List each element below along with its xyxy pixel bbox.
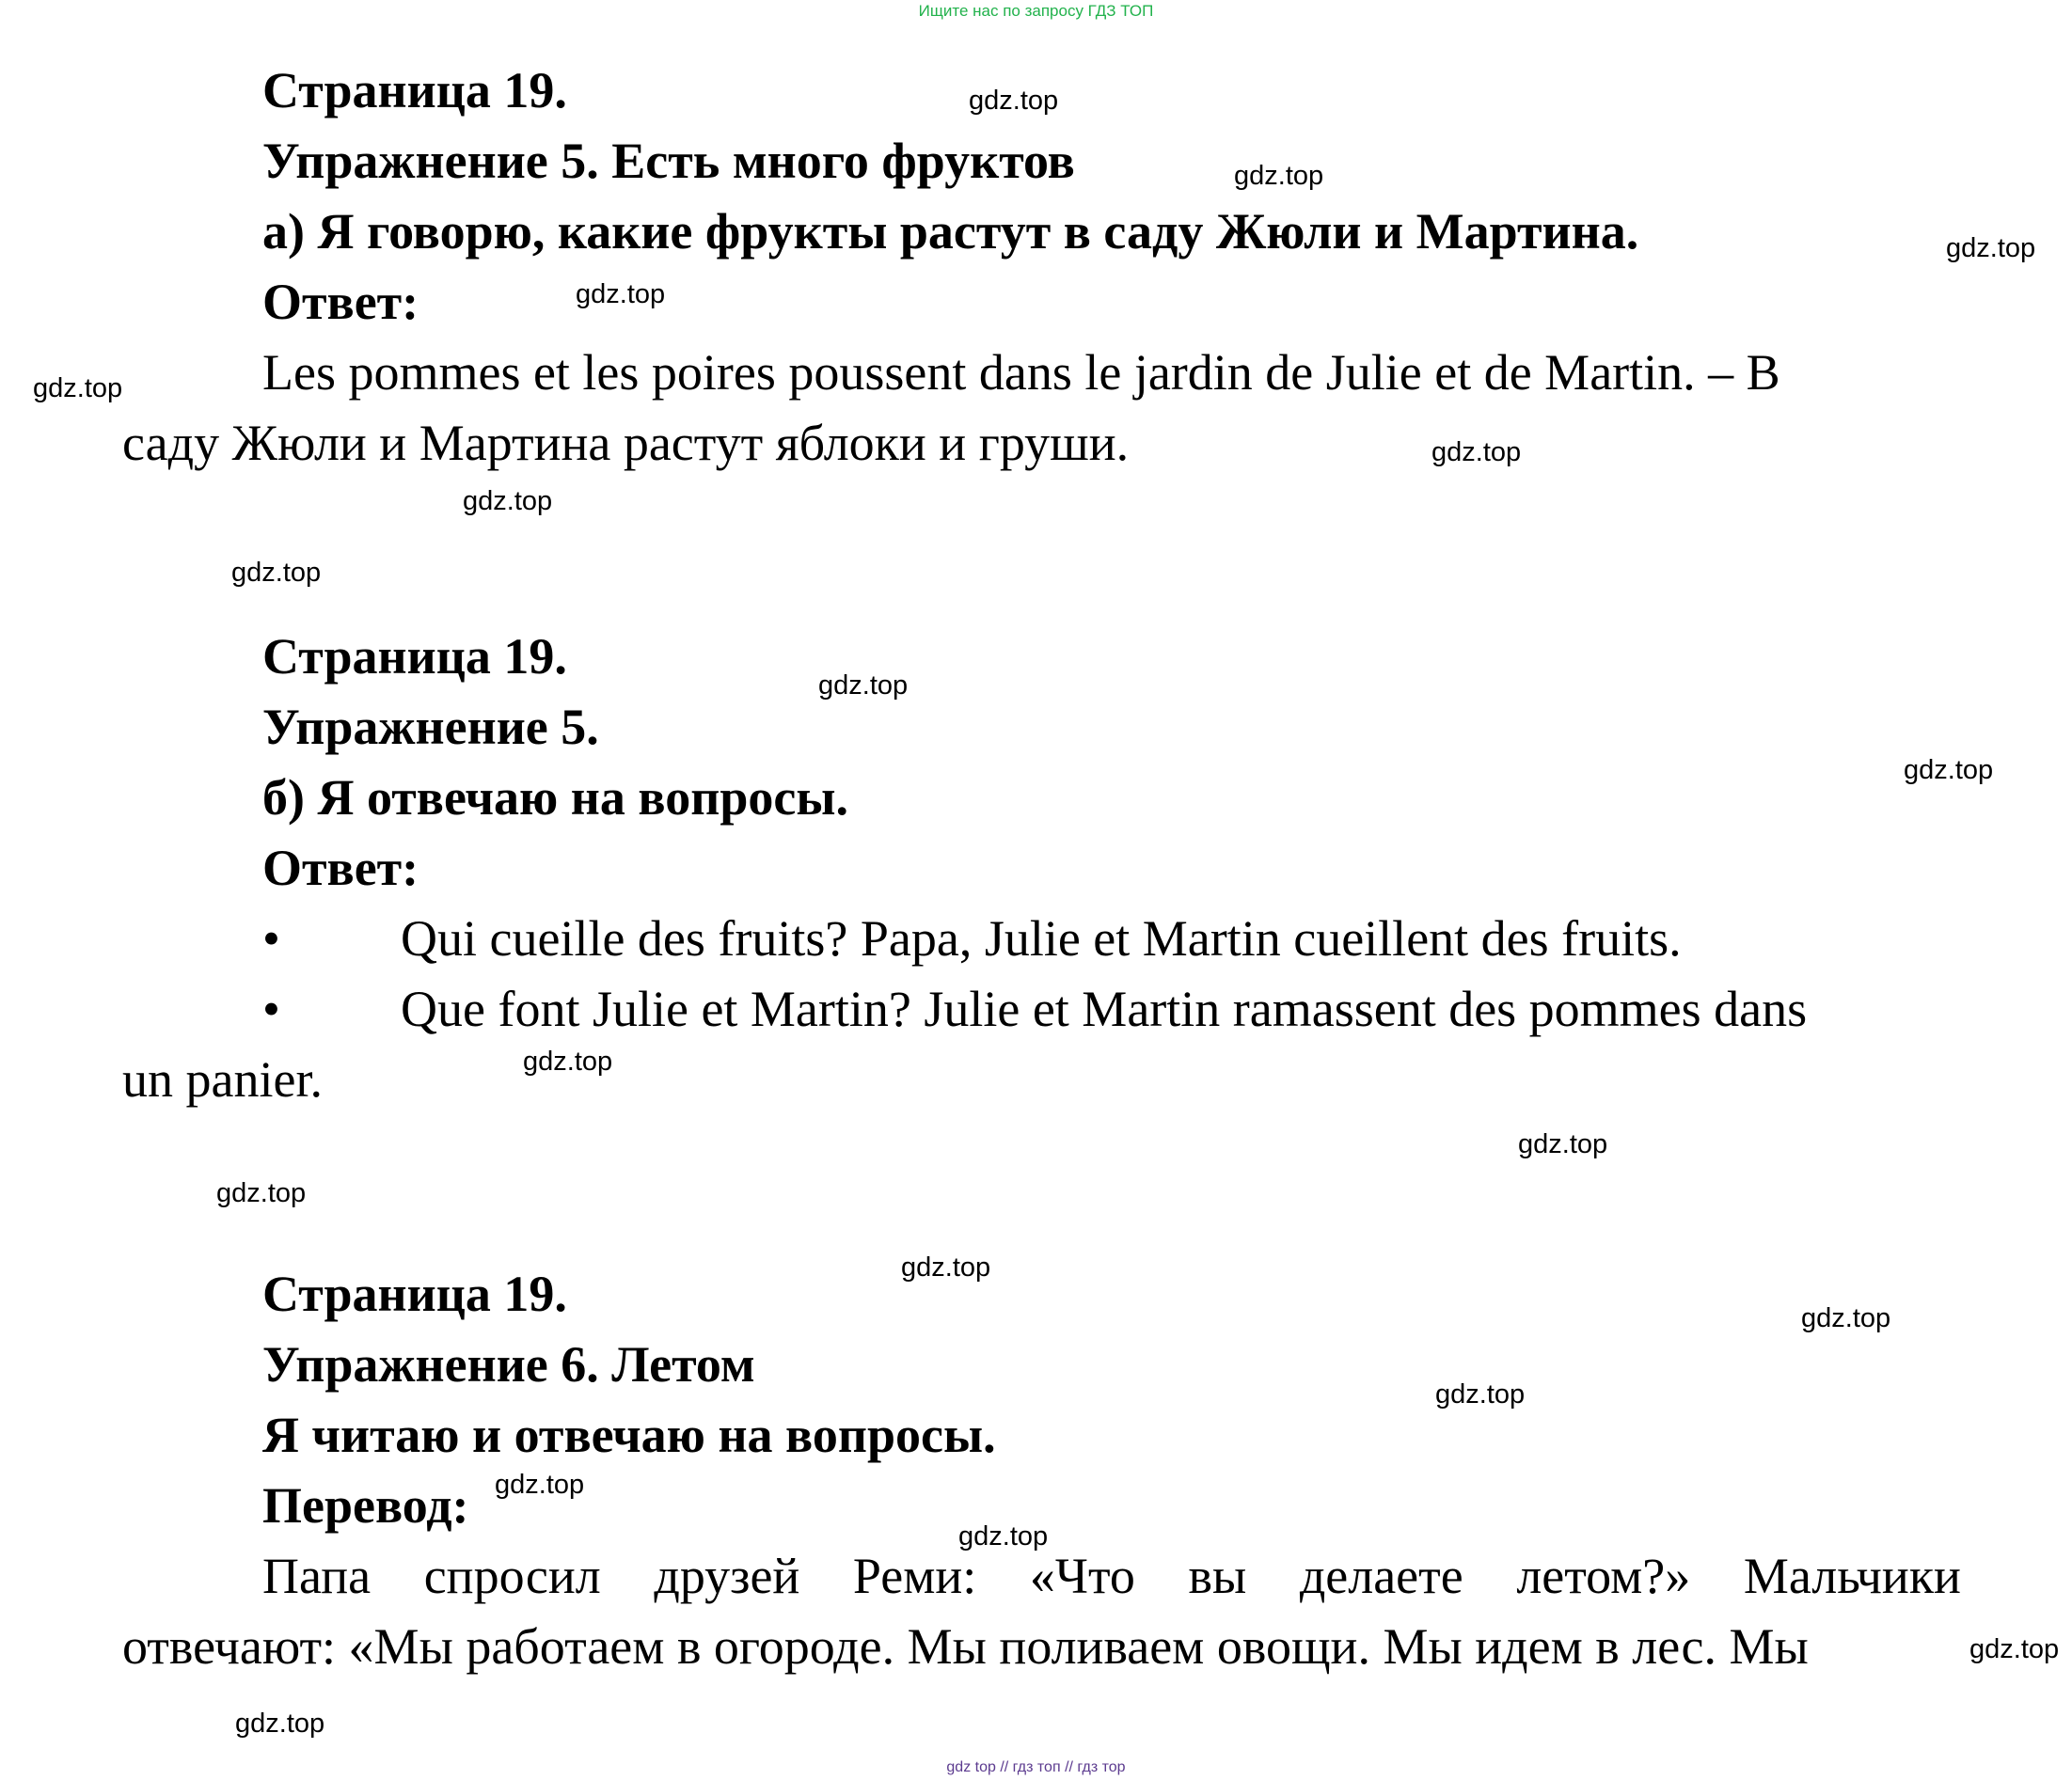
answer-label-1: Ответ: (262, 274, 419, 330)
answer-text-line-2: саду Жюли и Мартина растут яблоки и груши. (122, 415, 1130, 471)
translation-word: «Что (1029, 1548, 1135, 1604)
task-heading-2: б) Я отвечаю на вопросы. (262, 769, 848, 826)
answer-item-1: Qui cueille des fruits? Papa, Julie et Martin cueillent des fruits. (401, 910, 1682, 967)
translation-word: Реми: (852, 1548, 977, 1604)
watermark: gdz.top (33, 373, 123, 403)
watermark: gdz.top (231, 558, 322, 588)
watermark: gdz.top (1969, 1634, 2060, 1664)
exercise-heading-2: Упражнение 5. (262, 699, 599, 755)
translation-word: Мальчики (1743, 1548, 1961, 1604)
watermark: gdz.top (1234, 161, 1324, 191)
watermark: gdz.top (235, 1709, 325, 1739)
translation-text-line-2: отвечают: «Мы работаем в огороде. Мы поливаем овощи. Мы идем в лес. Мы (122, 1618, 1809, 1675)
page-heading-1: Страница 19. (262, 62, 567, 118)
watermark: gdz.top (1435, 1379, 1526, 1410)
translation-word: друзей (654, 1548, 800, 1604)
watermark: gdz.top (1801, 1303, 1891, 1333)
watermark: gdz.top (576, 279, 666, 309)
watermark: gdz.top (463, 486, 553, 516)
watermark: gdz.top (523, 1047, 613, 1077)
answer-text-line-1: Les pommes et les poires poussent dans le jardin de Julie et de Martin. – В (262, 344, 1780, 401)
page-heading-3: Страница 19. (262, 1266, 567, 1322)
task-heading-1: а) Я говорю, какие фрукты растут в саду Жюли и Мартина. (262, 203, 1639, 260)
page-heading-2: Страница 19. (262, 628, 567, 685)
translation-text-line-1 (262, 1547, 1961, 1605)
watermark: gdz.top (901, 1252, 991, 1283)
answer-label-2: Ответ: (262, 840, 419, 896)
footer-banner: gdz top // гдз топ // гдз тор (946, 1759, 1126, 1775)
exercise-heading-1: Упражнение 5. Есть много фруктов (262, 133, 1075, 189)
search-banner: Ищите нас по запросу ГДЗ ТОП (918, 2, 1154, 20)
watermark: gdz.top (1518, 1129, 1608, 1159)
translation-word: вы (1188, 1548, 1247, 1604)
watermark: gdz.top (1431, 437, 1522, 467)
bullet-marker: • (262, 981, 280, 1037)
watermark: gdz.top (495, 1470, 585, 1500)
watermark: gdz.top (958, 1521, 1049, 1552)
watermark: gdz.top (818, 670, 909, 701)
answer-item-2-line-2: un panier. (122, 1051, 323, 1108)
task-heading-3: Я читаю и отвечаю на вопросы. (262, 1407, 996, 1463)
translation-word: делаете (1299, 1548, 1463, 1604)
translation-word: спросил (423, 1548, 601, 1604)
exercise-heading-3: Упражнение 6. Летом (262, 1336, 755, 1393)
translation-label: Перевод: (262, 1477, 469, 1534)
watermark: gdz.top (216, 1178, 307, 1208)
bullet-marker: • (262, 910, 280, 967)
translation-word: летом?» (1516, 1548, 1691, 1604)
translation-word: Папа (262, 1548, 372, 1604)
answer-item-2-line-1: Que font Julie et Martin? Julie et Martin ramassent des pommes dans (401, 981, 1808, 1037)
watermark: gdz.top (969, 86, 1059, 116)
watermark: gdz.top (1904, 755, 1994, 785)
watermark: gdz.top (1946, 233, 2036, 263)
